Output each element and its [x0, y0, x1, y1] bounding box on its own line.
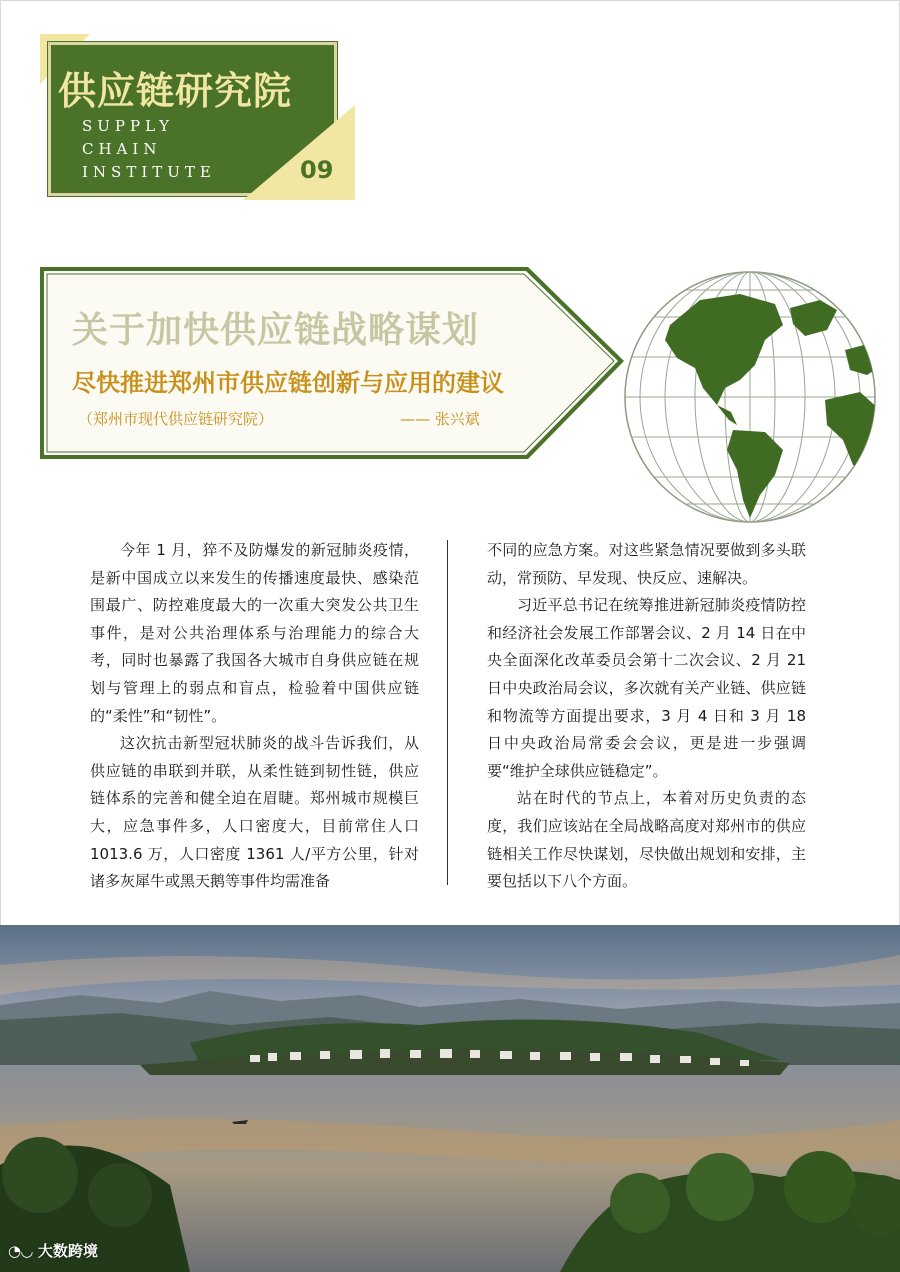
- article-body-left: [90, 537, 419, 896]
- author-name: —— 张兴斌: [400, 410, 480, 428]
- header-subtitle-line: INSTITUTE: [82, 163, 216, 181]
- header-title: 供应链研究院: [58, 69, 293, 113]
- issue-number: 09: [300, 156, 334, 184]
- watermark-logo-icon: ◔◡: [8, 1242, 38, 1260]
- landscape-photo: [0, 925, 900, 1272]
- header-subtitle-line: SUPPLY: [82, 117, 175, 135]
- article-body-right: [487, 537, 806, 896]
- watermark-text: 大数跨境: [37, 1242, 98, 1260]
- paragraph: 这次抗击新型冠状肺炎的战斗告诉我们，从供应链的串联到并联，从柔性链到韧性链，供应链体系的完善和健全迫在眉睫。郑州城市规模巨大，应急事件多，人口密度大，目前常住人口 1013.6 万，人口密度 1361 人/平方公里，针对诸多灰犀牛或黑天鹅等事件均需准备: [90, 734, 419, 891]
- article-title: 关于加快供应链战略谋划: [72, 310, 480, 351]
- paragraph: 习近平总书记在统筹推进新冠肺炎疫情防控和经济社会发展工作部署会议、2 月 14 日在中央全面深化改革委员会第十二次会议、2 月 21 日中央政治局会议，多次就有关产业链、供应链和物流等方面提出要求，3 月 4 日和 3 月 18 日中央政治局常委会会议，更是进一步强调要“维护全球供应链稳定”。: [487, 596, 806, 780]
- author-organization: （郑州市现代供应链研究院）: [78, 410, 274, 428]
- paragraph: 今年 1 月，猝不及防爆发的新冠肺炎疫情，是新中国成立以来发生的传播速度最快、感染范围最广、防控难度最大的一次重大突发公共卫生事件，是对公共治理体系与治理能力的综合大考，同时也暴露了我国各大城市自身供应链在规划与管理上的弱点和盲点，检验着中国供应链的“柔性”和“韧性”。: [90, 541, 419, 725]
- globe-icon: [605, 270, 895, 525]
- header-subtitle: [82, 115, 216, 184]
- watermark: [8, 1240, 98, 1261]
- article-subtitle: 尽快推进郑州市供应链创新与应用的建议: [72, 369, 504, 397]
- column-divider: [447, 540, 448, 885]
- badge-corner-bottom-right: [243, 105, 355, 200]
- header-subtitle-line: CHAIN: [82, 140, 162, 158]
- paragraph: 不同的应急方案。对这些紧急情况要做到多头联动，常预防、早发现、快反应、速解决。: [487, 541, 806, 587]
- paragraph: 站在时代的节点上，本着对历史负责的态度，我们应该站在全局战略高度对郑州市的供应链相关工作尽快谋划，尽快做出规划和安排，主要包括以下八个方面。: [487, 789, 806, 891]
